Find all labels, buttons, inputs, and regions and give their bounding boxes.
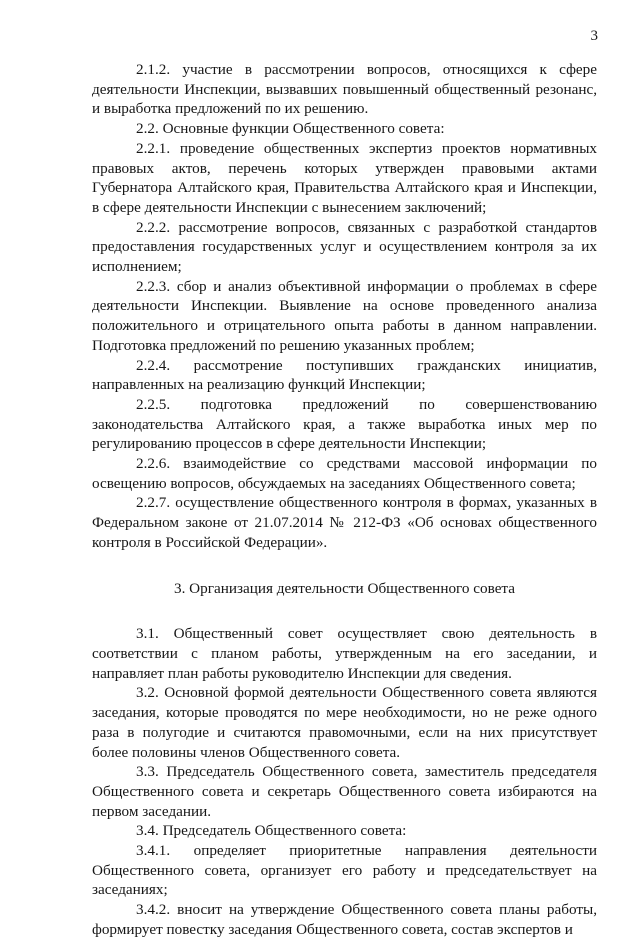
paragraph-3-3: 3.3. Председатель Общественного совета, заместитель председателя Общественного совета и секретарь Общественного совета избираются на первом заседании.	[92, 763, 597, 820]
section-heading: 3. Организация деятельности Общественного совета	[173, 579, 515, 597]
paragraph-2-2-3: 2.2.3. сбор и анализ объективной информации о проблемах в сфере деятельности Инспекции. Выявление на основе проведенного анализа положительного и отрицательного опыта работы в данном направлении. Подготовка предложений по решению указанных проблем;	[92, 277, 597, 354]
paragraph-2-2-6: 2.2.6. взаимодействие со средствами массовой информации по освещению вопросов, обсуждаемых на заседаниях Общественного совета;	[92, 455, 597, 492]
paragraph-2-2-1: 2.2.1. проведение общественных экспертиз проектов нормативных правовых актов, перечень которых утвержден правовыми актами Губернатора Алтайского края, Правительства Алтайского края и Инспекции, в сфере деятельности Инспекции с вынесением заключений;	[92, 139, 597, 216]
paragraph-3-1: 3.1. Общественный совет осуществляет свою деятельность в соответствии с планом работы, утвержденным на его заседании, и направляет план работы руководителю Инспекции для сведения.	[92, 625, 597, 682]
paragraph-3-4-2: 3.4.2. вносит на утверждение Общественного совета планы работы, формирует повестку заседания Общественного совета, состав экспертов и	[92, 901, 597, 938]
paragraph-2-1-2: 2.1.2. участие в рассмотрении вопросов, относящихся к сфере деятельности Инспекции, вызвавших повышенный общественный резонанс, и выработка предложений по их решению.	[92, 61, 597, 118]
paragraph-3-4-1: 3.4.1. определяет приоритетные направления деятельности Общественного совета, организует его работу и председательствует на заседаниях;	[92, 842, 597, 899]
document-body	[92, 60, 597, 940]
paragraph-2-2-7: 2.2.7. осуществление общественного контроля в формах, указанных в Федеральном законе от 21.07.2014 № 212-ФЗ «Об основах общественного контроля в Российской Федерации».	[92, 494, 597, 551]
page-number: 3	[590, 28, 598, 44]
paragraph-3-2: 3.2. Основной формой деятельности Общественного совета являются заседания, которые проводятся по мере необходимости, но не реже одного раза в полугодие и считаются правомочными, если на них присутствует более половины членов Общественного совета.	[92, 684, 597, 761]
paragraph-2-2-2: 2.2.2. рассмотрение вопросов, связанных с разработкой стандартов предоставления государственных услуг и осуществлением контроля за их исполнением;	[92, 218, 597, 276]
paragraph-3-4: 3.4. Председатель Общественного совета:	[136, 822, 407, 840]
paragraph-2-2-5: 2.2.5. подготовка предложений по совершенствованию законодательства Алтайского края, а также выработка иных мер по регулированию процессов в сфере деятельности Инспекции;	[92, 395, 597, 453]
paragraph-2-2-4: 2.2.4. рассмотрение поступивших гражданских инициатив, направленных на реализацию функций Инспекции;	[92, 356, 597, 394]
paragraph-2-2: 2.2. Основные функции Общественного совета:	[136, 120, 445, 138]
